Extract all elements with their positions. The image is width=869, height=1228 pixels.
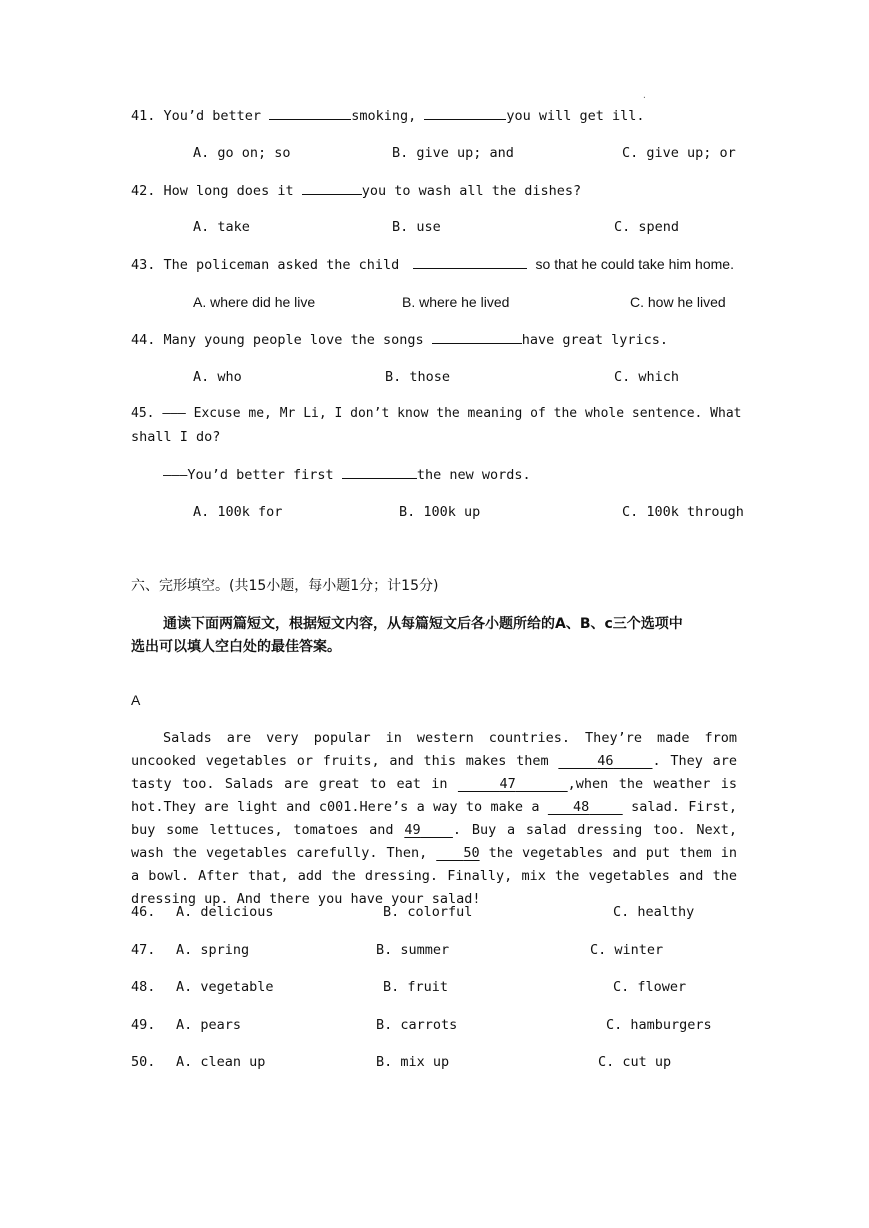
question-number: 42. xyxy=(131,183,156,199)
passage-a-text xyxy=(131,727,737,911)
question-45 xyxy=(131,405,742,423)
corner-mark: . xyxy=(642,91,647,100)
blank-47: 47 xyxy=(499,776,516,792)
blank-48: 48 xyxy=(572,799,590,815)
question-text: The policeman asked the child xyxy=(163,257,400,273)
question-text: you to wash all the dishes? xyxy=(361,183,582,199)
section-instruction-line2: 选出可以填人空白处的最佳答案。 xyxy=(131,639,341,655)
question-text: so that he could take him home. xyxy=(535,256,734,272)
answer-blank xyxy=(424,106,506,120)
question-text: ——— Excuse me, Mr Li, I don’t know the meaning of the whole sentence. What xyxy=(162,406,742,421)
option-c: C. how he lived xyxy=(630,294,726,310)
option-b: B. fruit xyxy=(383,979,449,995)
cloze-number: 50. xyxy=(131,1054,156,1070)
question-number: 43. xyxy=(131,257,156,273)
option-c: C. give up; or xyxy=(622,145,736,161)
section-instruction: 通读下面两篇短文，根据短文内容，从每篇短文后各小题所给的A、B、c三个选项中 xyxy=(163,616,683,632)
option-b: B. 100k up xyxy=(399,504,481,520)
passage-text: . They are tasty too. Salads are great to eat in xyxy=(131,753,737,792)
option-a: A. 100k for xyxy=(193,504,283,520)
blank-49: 49 xyxy=(404,822,421,838)
option-a: A. vegetable xyxy=(176,979,274,995)
question-44 xyxy=(131,330,668,349)
option-c: C. which xyxy=(614,369,680,385)
answer-blank xyxy=(269,106,351,120)
question-number: 44. xyxy=(131,332,156,348)
section-heading: 六、完形填空。(共15小题，每小题1分；计15分) xyxy=(131,578,439,594)
question-text: Many young people love the songs xyxy=(163,332,424,348)
answer-blank xyxy=(342,465,417,479)
blank-50: 50 xyxy=(463,845,480,861)
cloze-number: 48. xyxy=(131,979,156,995)
passage-text: ,when the weather is hot.They are light and c001.Here’s a way to make a xyxy=(131,776,737,815)
question-text: you will get ill. xyxy=(506,108,645,124)
question-text: You’d better xyxy=(163,108,262,124)
passage-text: . Buy a salad dressing too. Next, wash the vegetables carefully. Then, xyxy=(131,822,737,861)
reply-text: ———You’d better first xyxy=(163,467,334,483)
option-a: A. go on; so xyxy=(193,145,291,161)
option-c: C. 100k through xyxy=(622,504,744,520)
question-text: How long does it xyxy=(163,183,294,199)
passage-label: A xyxy=(131,692,141,708)
option-b: B. use xyxy=(392,219,441,235)
option-a: A. take xyxy=(193,219,250,235)
option-a: A. delicious xyxy=(176,904,274,920)
option-c: C. flower xyxy=(613,979,687,995)
option-c: C. hamburgers xyxy=(606,1017,712,1033)
option-a: A. pears xyxy=(176,1017,242,1033)
question-42 xyxy=(131,181,581,200)
option-b: B. mix up xyxy=(376,1054,450,1070)
cloze-number: 47. xyxy=(131,942,156,958)
option-c: C. healthy xyxy=(613,904,695,920)
option-b: B. where he lived xyxy=(402,294,510,310)
option-a: A. who xyxy=(193,369,242,385)
option-c: C. winter xyxy=(590,942,664,958)
answer-blank xyxy=(432,330,522,344)
passage-text: the vegetables and put them in a bowl. After that, add the dressing. Finally, mix the vegetables and the dressing up. And there you have your salad! xyxy=(131,845,737,907)
option-c: C. spend xyxy=(614,219,680,235)
option-b: B. give up; and xyxy=(392,145,514,161)
cloze-number: 46. xyxy=(131,904,156,920)
question-text: smoking, xyxy=(351,108,417,124)
answer-blank xyxy=(413,255,527,269)
blank-46: 46 xyxy=(597,753,614,769)
question-number: 41. xyxy=(131,108,156,124)
question-number: 45. xyxy=(131,406,155,421)
option-b: B. those xyxy=(385,369,451,385)
cloze-number: 49. xyxy=(131,1017,156,1033)
option-a: A. where did he live xyxy=(193,294,316,310)
option-b: B. carrots xyxy=(376,1017,458,1033)
question-45-line2: shall I do? xyxy=(131,429,221,445)
question-text: have great lyrics. xyxy=(521,332,669,348)
question-43 xyxy=(131,255,734,274)
question-41 xyxy=(131,106,645,125)
option-a: A. spring xyxy=(176,942,250,958)
option-a: A. clean up xyxy=(176,1054,266,1070)
question-45-reply xyxy=(163,465,531,484)
option-b: B. colorful xyxy=(383,904,473,920)
passage-text: salad. First, buy some lettuces, tomatoes and xyxy=(131,799,737,838)
option-b: B. summer xyxy=(376,942,450,958)
answer-blank xyxy=(302,181,362,195)
passage-text: Salads are very popular in western countries. They’re made from uncooked vegetables or fruits, and this makes them xyxy=(131,730,737,769)
reply-text: the new words. xyxy=(416,467,531,483)
option-c: C. cut up xyxy=(598,1054,672,1070)
